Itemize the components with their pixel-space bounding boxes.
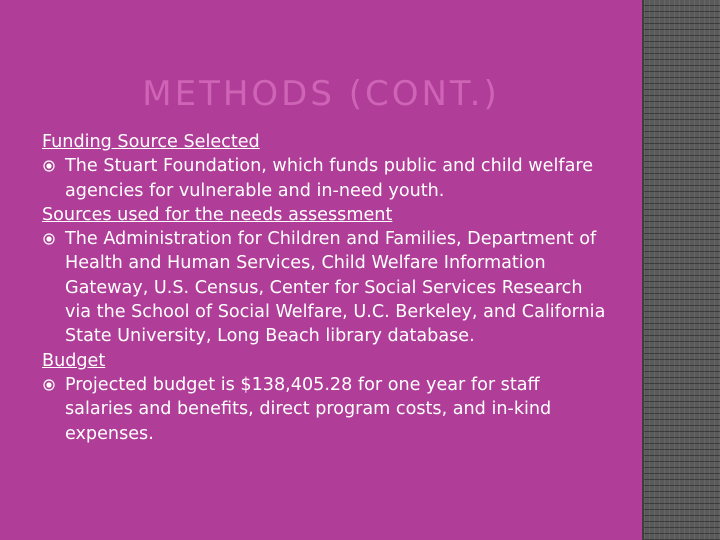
circle-bullet-icon	[43, 379, 55, 391]
section-heading-sources: Sources used for the needs assessment	[42, 204, 393, 225]
section-heading-funding: Funding Source Selected	[42, 132, 260, 152]
bullet-item-budget	[42, 373, 612, 446]
bullet-item-funding	[42, 154, 612, 203]
bullet-text-sources: The Administration for Children and Families, Department of Health and Human Services, Child Welfare Information Gateway, U.S. Census, Center for Social Services Research via the School of Social Welfare, U.C. Berkeley, and California State University, Long Beach library database.	[65, 229, 606, 347]
bullet-text-budget: Projected budget is $138,405.28 for one year for staff salaries and benefits, direct program costs, and in-kind expenses.	[65, 374, 552, 444]
circle-bullet-icon	[43, 160, 55, 172]
slide-title: METHODS (CONT.)	[142, 74, 500, 114]
bullet-text-funding: The Stuart Foundation, which funds public and child welfare agencies for vulnerable and in-need youth.	[65, 156, 594, 201]
slide-content	[42, 130, 612, 446]
decorative-side-panel	[642, 0, 720, 540]
section-heading-budget: Budget	[42, 350, 106, 371]
bullet-item-sources	[42, 227, 612, 348]
circle-bullet-icon	[43, 233, 55, 245]
